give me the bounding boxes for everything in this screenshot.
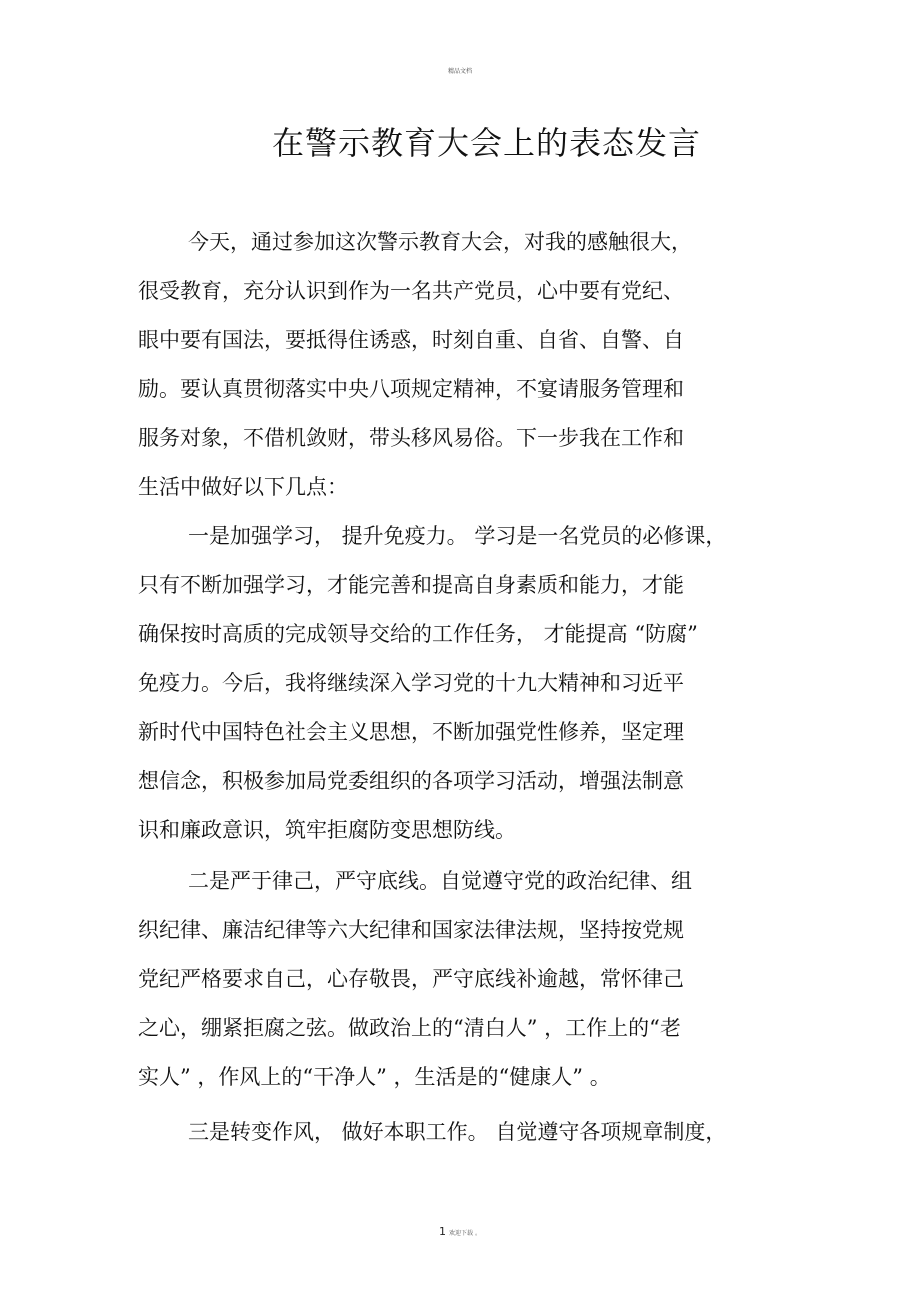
footer-note: 欢迎下载 。 (449, 1230, 481, 1237)
page-footer (0, 1220, 920, 1239)
body-line: 党纪严格要求自己，心存敬畏，严守底线补逾越，常怀律己 (138, 967, 684, 991)
body-line: 生活中做好以下几点： (138, 475, 348, 499)
body-line: 很受教育，充分认识到作为一名共产党员，心中要有党纪、 (138, 279, 684, 303)
page-number: 1 (439, 1225, 447, 1238)
body-line: 一是加强学习， 提升免疫力。 学习是一名党员的必修课， (188, 524, 727, 548)
body-line: 服务对象，不借机敛财，带头移风易俗。下一步我在工作和 (138, 426, 684, 450)
body-line: 织纪律、廉洁纪律等六大纪律和国家法律法规，坚持按党规 (138, 918, 684, 942)
document-title: 在警示教育大会上的表态发言 (272, 124, 702, 162)
body-line: 眼中要有国法，要抵得住诱惑，时刻自重、自省、自警、自 (138, 328, 684, 352)
header-mark: 精品文档 (447, 68, 472, 75)
body-line: 今天，通过参加这次警示教育大会，对我的感触很大， (188, 230, 692, 254)
body-line: 免疫力。今后，我将继续深入学习党的十九大精神和习近平 (138, 671, 684, 695)
body-line: 实人” ，作风上的“干净人” ，生活是的“健康人” 。 (138, 1065, 611, 1089)
body-line: 新时代中国特色社会主义思想，不断加强党性修养，坚定理 (138, 720, 684, 744)
body-line: 识和廉政意识，筑牢拒腐防变思想防线。 (138, 818, 516, 842)
body-line: 之心，绷紧拒腐之弦。做政治上的“清白人” ，工作上的“老 (138, 1016, 681, 1040)
body-line: 二是严于律己，严守底线。自觉遵守党的政治纪律、组 (188, 869, 692, 893)
body-line: 只有不断加强学习，才能完善和提高自身素质和能力，才能 (138, 573, 684, 597)
body-line: 三是转变作风， 做好本职工作。 自觉遵守各项规章制度， (188, 1120, 727, 1144)
body-line: 确保按时高质的完成领导交给的工作任务， 才能提高 “防腐” (138, 622, 698, 646)
body-line: 励。要认真贯彻落实中央八项规定精神，不宴请服务管理和 (138, 377, 684, 401)
body-line: 想信念，积极参加局党委组织的各项学习活动，增强法制意 (138, 769, 684, 793)
